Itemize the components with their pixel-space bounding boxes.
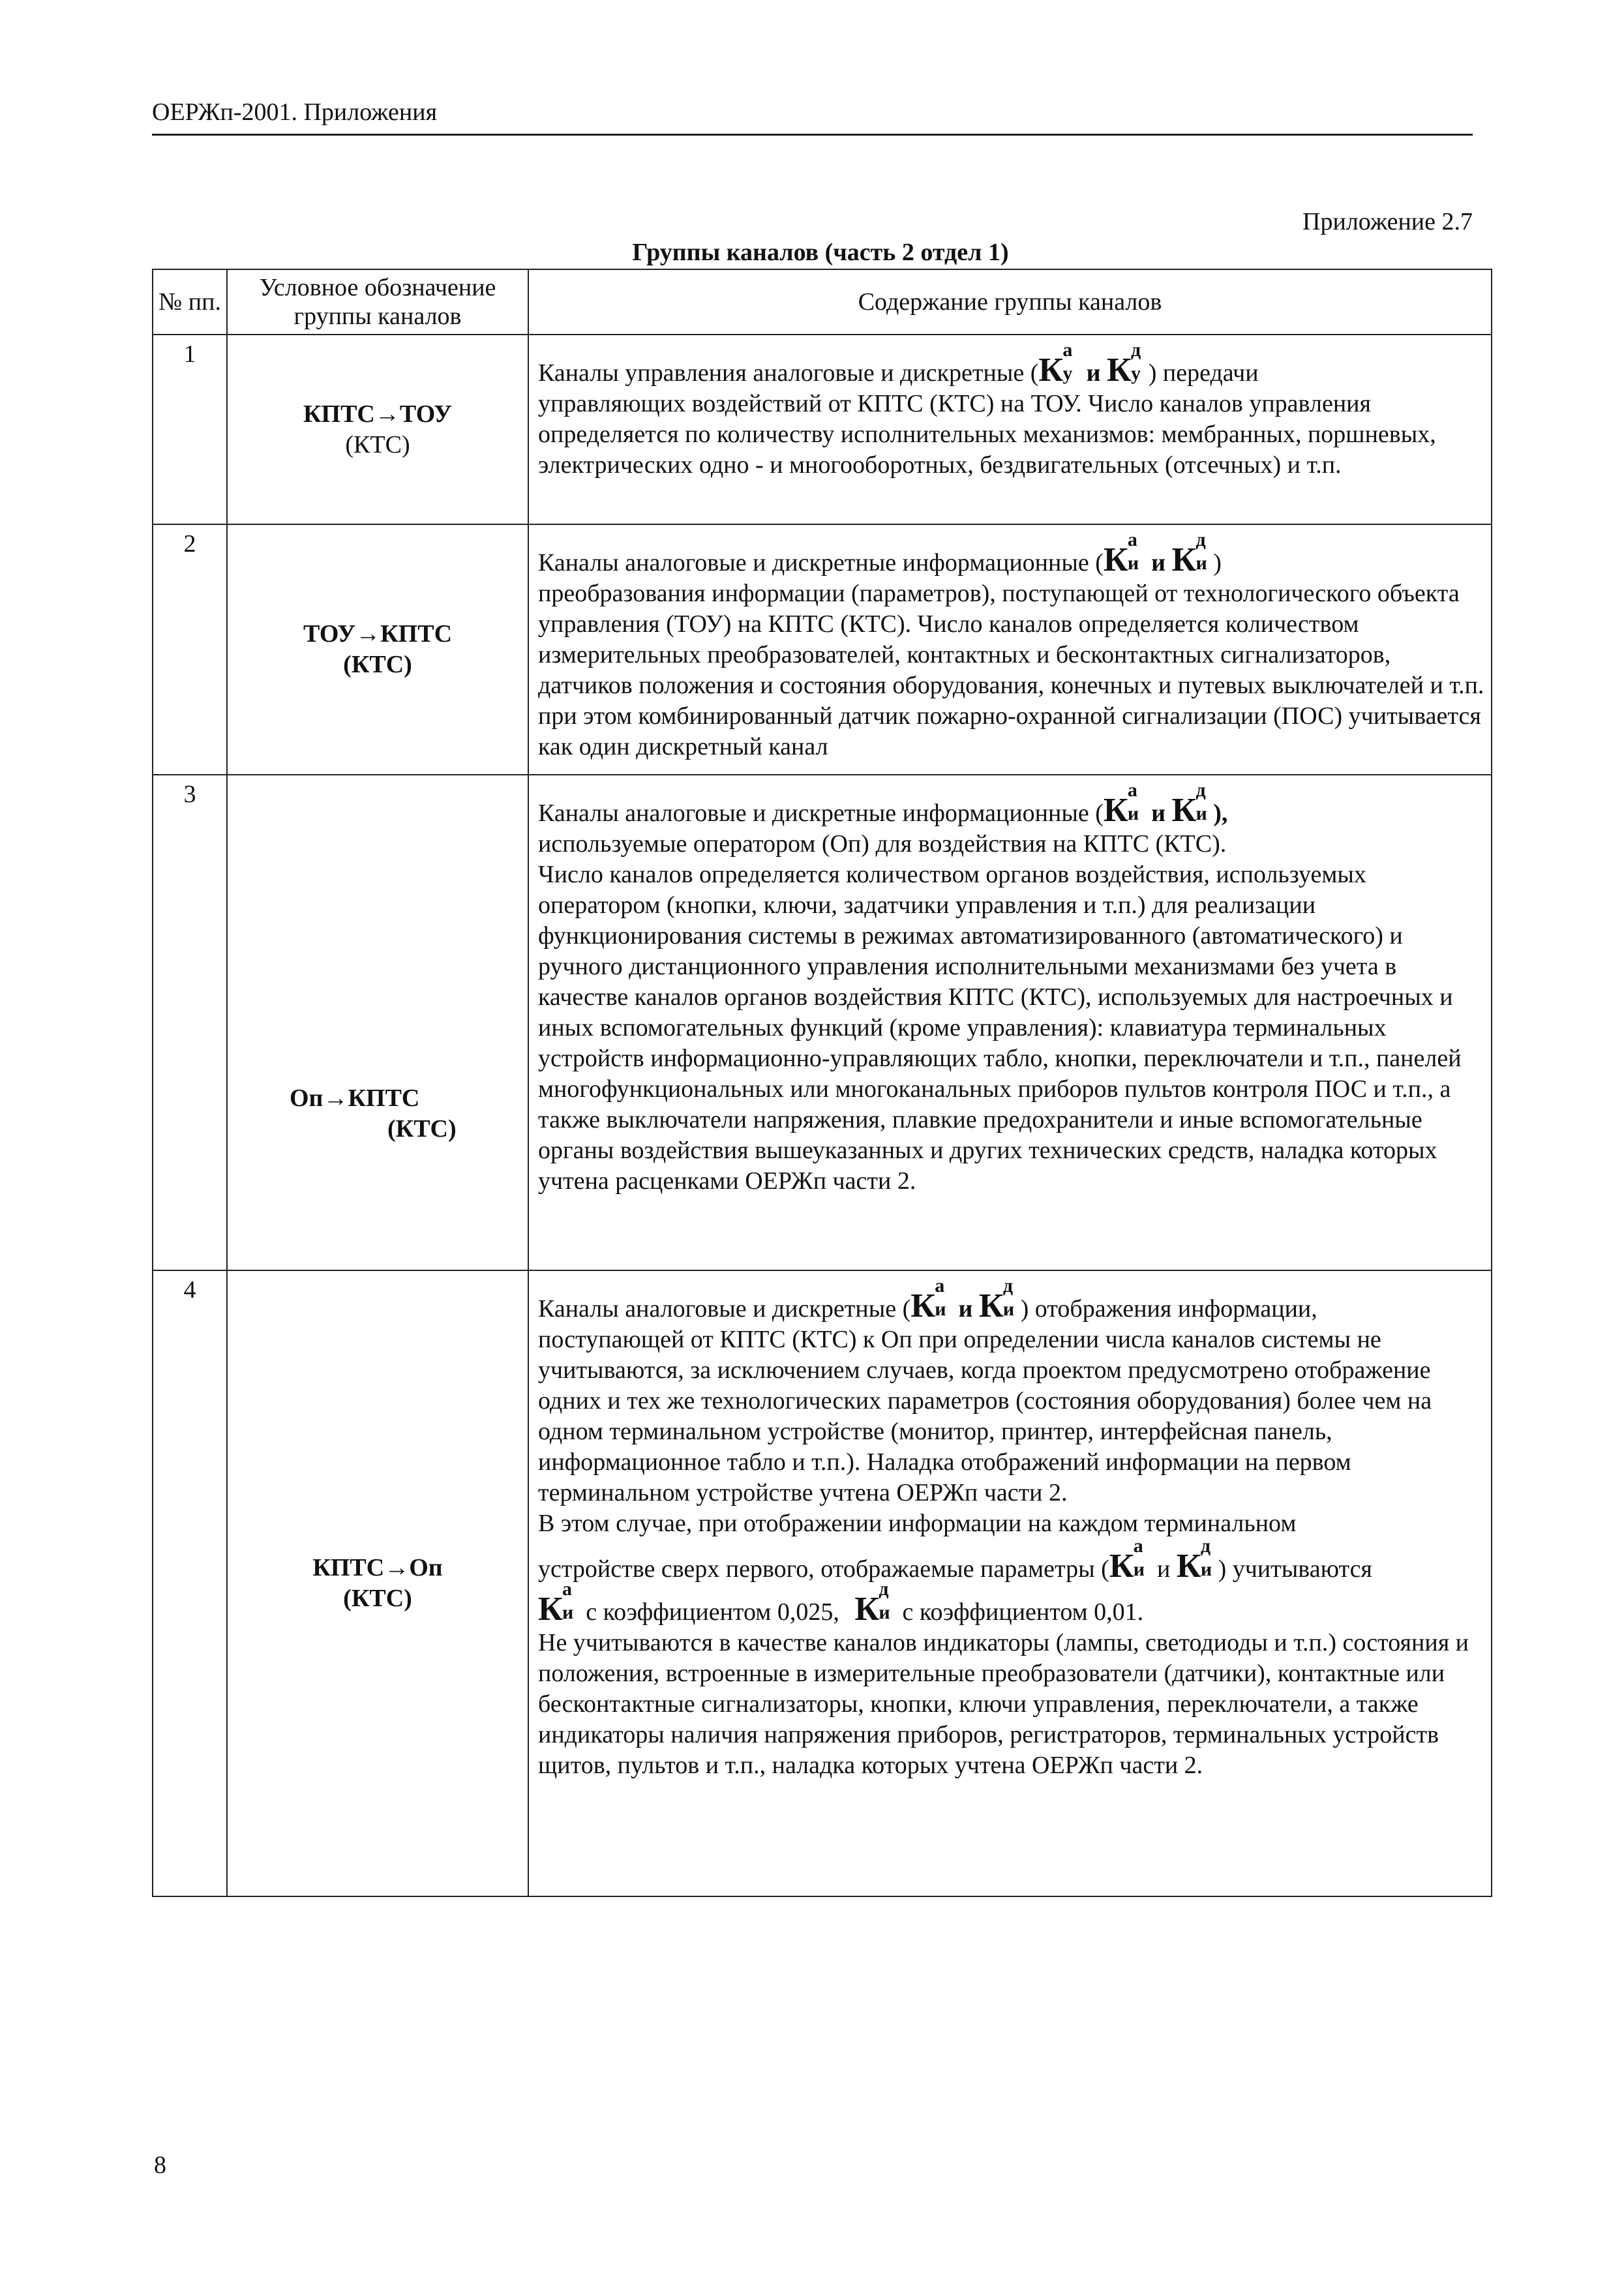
coef-d: с коэффициентом 0,01. [902, 1598, 1144, 1626]
row-number: 3 [153, 775, 227, 1270]
content-post: ) передачи [1148, 359, 1259, 387]
group-code-sub: (КТС) [345, 430, 410, 458]
symbol-and: и [1157, 1555, 1171, 1583]
content-text-2: В этом случае, при отображении информации на каждом терминальном [538, 1510, 1297, 1537]
group-code-main: ТОУ→КПТС [303, 620, 453, 648]
content-text: управляющих воздействий от КПТС (КТС) на ТОУ. Число каналов управления определяется по количеству исполнительных механизмов: мембранных, поршневых, электрических одно - и многооборотных, бездвигательных (отсечных) и т.п. [538, 390, 1436, 479]
content-text-3: Не учитываются в качестве каналов индикаторы (лампы, светодиоды и т.п.) состояния и положения, встроенные в измерительные преобразователи (датчики), контактные или бесконтактные сигнализаторы, кнопки, ключи управления, переключатели, а также индикаторы наличия напряжения приборов, регистраторов, терминальных устройств щитов, пультов и т.п., наладка которых учтена ОЕРЖп части 2. [538, 1629, 1469, 1779]
row-number: 2 [153, 524, 227, 775]
content-pre: Каналы аналоговые и дискретные ( [538, 1295, 911, 1323]
content-coef-line [538, 1578, 1484, 1628]
group-code-main: КПТС→Оп [312, 1554, 443, 1581]
content-post: ) отображения информации, [1020, 1295, 1317, 1323]
symbol-k-i-d: К д и [1171, 779, 1207, 829]
table-title: Группы каналов (часть 2 отдел 1) [632, 239, 1009, 266]
content-first-line [538, 779, 1484, 829]
table-row [153, 775, 1492, 1270]
symbol-and: и [1151, 800, 1166, 827]
table-row [153, 524, 1492, 775]
symbol-k-i-d: К д и [1171, 529, 1207, 578]
symbol-k-u-a: К а у [1038, 339, 1073, 389]
content-first-line [538, 339, 1484, 389]
symbol-k-i-d: К д и [854, 1578, 890, 1628]
content-pre: Каналы аналоговые и дискретные информационные ( [538, 549, 1104, 576]
content-pre: Каналы управления аналоговые и дискретные ( [538, 359, 1039, 387]
content-text-2: Число каналов определяется количеством органов воздействия, используемых оператором (кнопки, ключи, задатчики управления и т.п.) для реализации функционирования системы в режимах автоматизированного (автоматического) и ручного дистанционного управления исполнительными механизмами без учета в качестве каналов органов воздействия КПТС (КТС), используемых для настроечных и иных вспомогательных функций (кроме управления): клавиатура терминальных устройств информационно-управляющих табло, кнопки, переключатели и т.п., панелей многофункциональных или многоканальных приборов пультов контроля ПОС и т.п., а также выключатели напряжения, плавкие предохранители и иные вспомогательные органы воздействия вышеуказанных и других технических средств, наладка которых учтена расценками ОЕРЖп части 2. [538, 861, 1462, 1195]
appendix-label: Приложение 2.7 [1302, 208, 1473, 235]
table-row [153, 335, 1492, 524]
header-code: Условное обозначение группы каналов [227, 269, 528, 335]
group-code-sub: (КТС) [387, 1115, 457, 1143]
header-num: № пп. [153, 269, 227, 335]
group-content [528, 1270, 1492, 1896]
content-post: ), [1213, 800, 1228, 827]
content-params-line [538, 1535, 1484, 1585]
group-code [227, 524, 528, 775]
group-code [227, 1270, 528, 1896]
group-code [227, 775, 528, 1270]
content-first-line [538, 529, 1484, 578]
header-rule [152, 134, 1473, 136]
symbol-k-i-d: К д и [978, 1275, 1015, 1324]
content-pre-2: устройстве сверх первого, отображаемые параметры ( [538, 1555, 1109, 1583]
coef-a: с коэффициентом 0,025, [586, 1598, 839, 1626]
symbol-k-i-d: К д и [1176, 1535, 1212, 1585]
symbol-k-u-d: К д у [1107, 339, 1141, 389]
running-title: ОЕРЖп-2001. Приложения [152, 98, 438, 126]
table-row [153, 1270, 1492, 1896]
group-content [528, 335, 1492, 524]
content-pre: Каналы аналоговые и дискретные информационные ( [538, 800, 1104, 827]
table-header-row [153, 269, 1492, 335]
symbol-k-i-a: К а и [538, 1578, 574, 1628]
row-number: 4 [153, 1270, 227, 1896]
content-first-line [538, 1275, 1484, 1324]
page-number: 8 [154, 2151, 166, 2179]
content-text: преобразования информации (параметров), поступающей от технологического объекта управления (ТОУ) на КПТС (КТС). Число каналов определяется количеством измерительных преобразователей, контактных и бесконтактных сигнализаторов, датчиков положения и состояния оборудования, конечных и путевых выключателей и т.п. при этом комбинированный датчик пожарно-охранной сигнализации (ПОС) учитывается как один дискретный канал [538, 580, 1484, 760]
symbol-k-i-a: К а и [910, 1275, 946, 1324]
group-content [528, 524, 1492, 775]
channel-groups-table [152, 269, 1492, 1897]
symbol-and: и [1086, 359, 1101, 387]
content-post-2: ) учитываются [1218, 1555, 1372, 1583]
symbol-k-i-a: К а и [1103, 529, 1139, 578]
content-post: ) [1213, 549, 1222, 576]
group-content [528, 775, 1492, 1270]
symbol-and: и [1151, 549, 1166, 576]
header-content: Содержание группы каналов [528, 269, 1492, 335]
group-code-sub: (КТС) [343, 651, 412, 678]
group-code [227, 335, 528, 524]
content-text: поступающей от КПТС (КТС) к Оп при определении числа каналов системы не учитываются, за исключением случаев, когда проектом предусмотрено отображение одних и тех же технологических параметров (состояния оборудования) более чем на одном терминальном устройстве (монитор, принтер, интерфейсная панель, информационное табло и т.п.). Наладка отображений информации на первом терминальном устройстве учтена ОЕРЖп части 2. [538, 1326, 1432, 1506]
group-code-main: КПТС→ТОУ [303, 400, 453, 428]
group-code-sub: (КТС) [343, 1585, 412, 1612]
group-code-main: Оп→КПТС [290, 1085, 420, 1112]
content-text: используемые оператором (Оп) для воздействия на КПТС (КТС). [538, 830, 1227, 858]
symbol-k-i-a: К а и [1103, 779, 1139, 829]
row-number: 1 [153, 335, 227, 524]
symbol-k-i-a: К а и [1109, 1535, 1145, 1585]
symbol-and: и [958, 1295, 973, 1323]
